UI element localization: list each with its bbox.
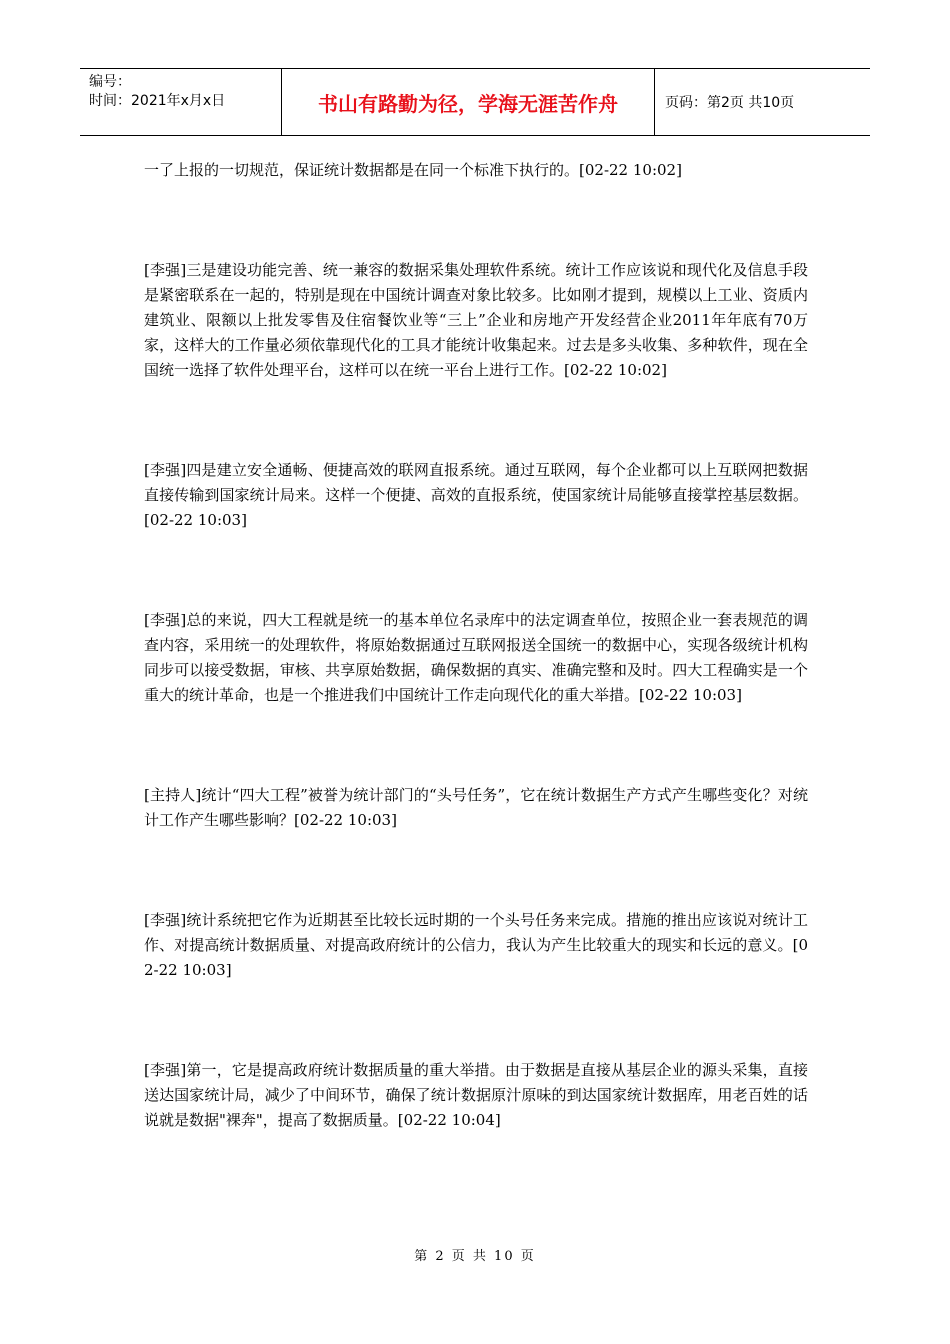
paragraph-gap [144,708,808,783]
paragraph: [主持人]统计“四大工程”被誉为统计部门的“头号任务”，它在统计数据生产方式产生哪些变化？对统计工作产生哪些影响？[02-22 10:03] [144,786,808,829]
header-page-cell [655,69,870,135]
paragraph-gap [144,183,808,258]
paragraph: [李强]四是建立安全通畅、便捷高效的联网直报系统。通过互联网，每个企业都可以上互联网把数据直接传输到国家统计局来。这样一个便捷、高效的直报系统，使国家统计局能够直接掌控基层数据。[02-22 10:03] [144,461,808,529]
page-footer [0,1245,950,1264]
paragraph: [李强]第一，它是提高政府统计数据质量的重大举措。由于数据是直接从基层企业的源头采集，直接送达国家统计局，减少了中间环节，确保了统计数据原汁原味的到达国家统计数据库，用老百姓的话说就是数据"裸奔"，提高了数据质量。[02-22 10:04] [144,1061,808,1129]
document-date: 时间：2021年x月x日 [89,93,226,109]
paragraph: 一了上报的一切规范，保证统计数据都是在同一个标准下执行的。[02-22 10:02] [144,161,682,179]
paragraph-gap [144,383,808,458]
header-meta-cell [80,69,282,135]
page-header [80,68,870,136]
paragraph-gap [144,533,808,608]
header-motto: 书山有路勤为径，学海无涯苦作舟 [318,91,618,116]
paragraph-gap [144,833,808,908]
paragraph: [李强]统计系统把它作为近期甚至比较长远时期的一个头号任务来完成。措施的推出应该说对统计工作、对提高统计数据质量、对提高政府统计的公信力，我认为产生比较重大的现实和长远的意义。[02-22 10:03] [144,911,808,979]
footer-page-number: 第 2 页 共 10 页 [414,1249,536,1264]
paragraph: [李强]总的来说，四大工程就是统一的基本单位名录库中的法定调查单位，按照企业一套表规范的调查内容，采用统一的处理软件，将原始数据通过互联网报送全国统一的数据中心，实现各级统计机构同步可以接受数据，审核、共享原始数据，确保数据的真实、准确完整和及时。四大工程确实是一个重大的统计革命，也是一个推进我们中国统计工作走向现代化的重大举措。[02-22 10:03] [144,611,808,704]
document-body [144,158,808,1133]
document-number-label: 编号： [89,74,131,90]
header-motto-cell [282,69,655,135]
header-page-info: 页码：第2页 共10页 [665,95,795,111]
paragraph-gap [144,983,808,1058]
paragraph: [李强]三是建设功能完善、统一兼容的数据采集处理软件系统。统计工作应该说和现代化及信息手段是紧密联系在一起的，特别是现在中国统计调查对象比较多。比如刚才提到，规模以上工业、资质内建筑业、限额以上批发零售及住宿餐饮业等“三上”企业和房地产开发经营企业2011年年底有70万家，这样大的工作量必须依靠现代化的工具才能统计收集起来。过去是多头收集、多种软件，现在全国统一选择了软件处理平台，这样可以在统一平台上进行工作。[02-22 10:02] [144,261,808,379]
